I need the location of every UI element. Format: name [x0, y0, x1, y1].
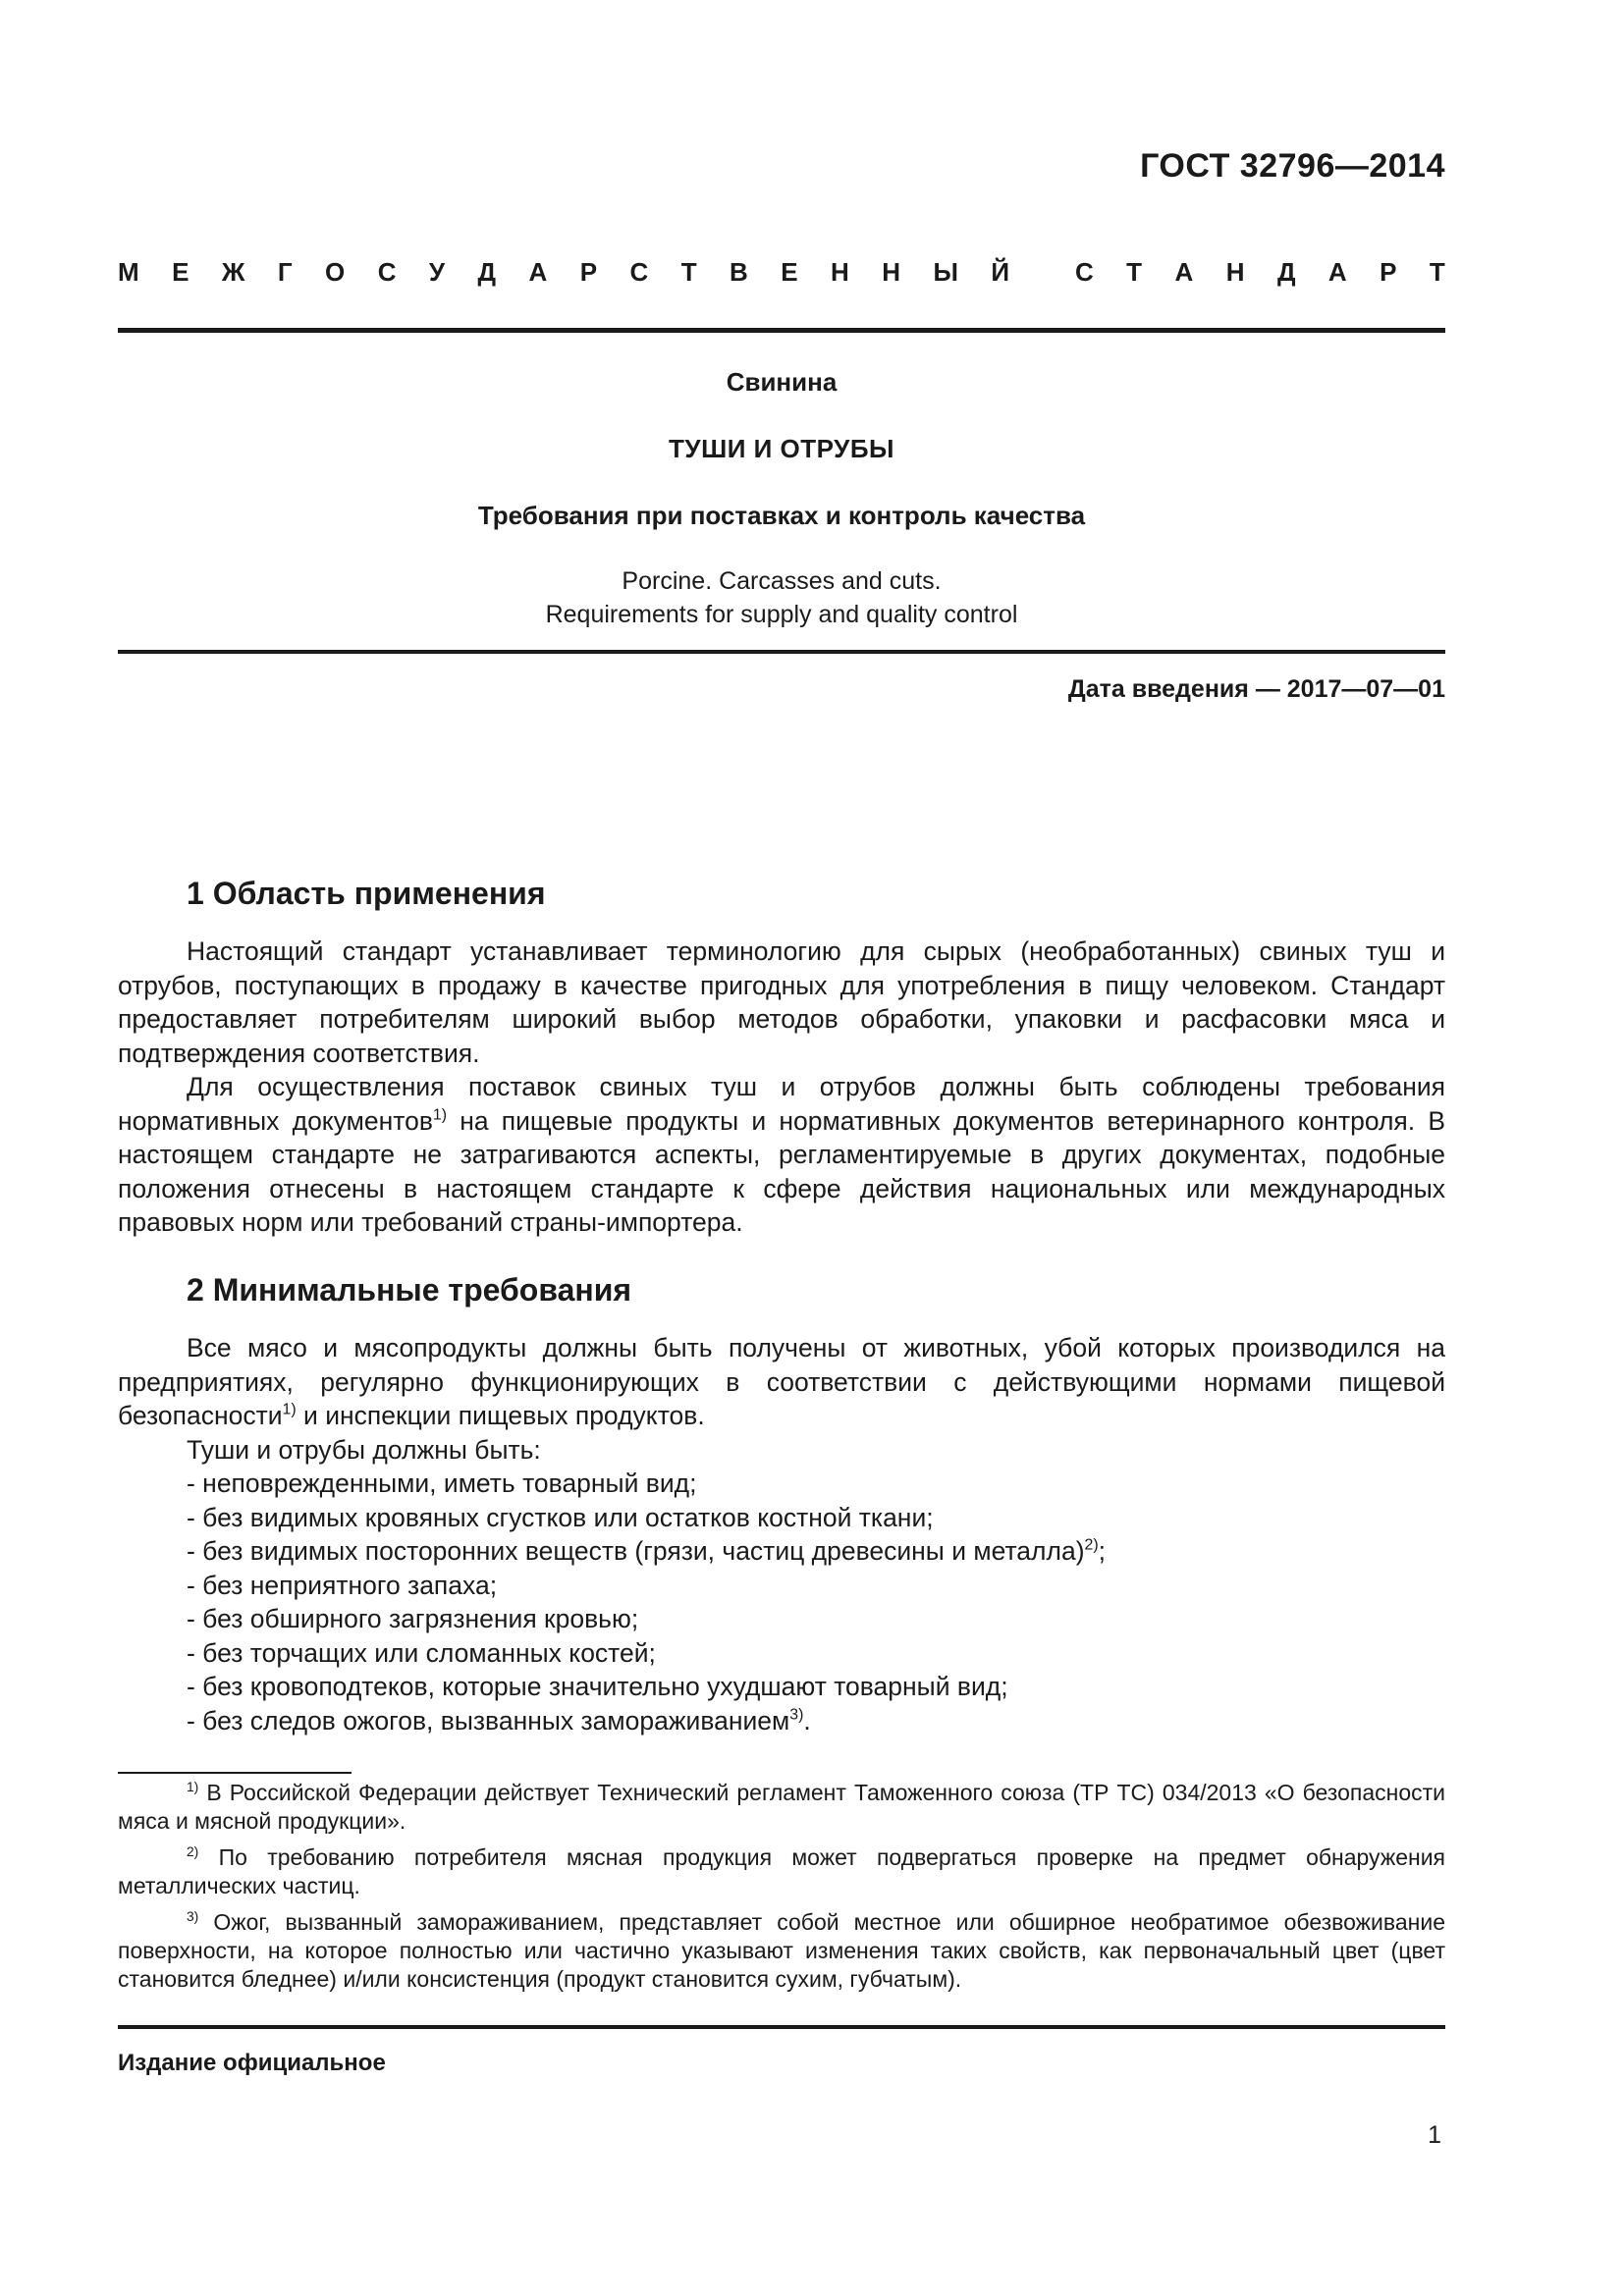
section-2-body [118, 1331, 1445, 1467]
heading-letter: Ж [221, 257, 245, 287]
footnote-ref: 1) [432, 1106, 448, 1124]
english-title [118, 564, 1445, 631]
title-subtitle: Требования при поставках и контроль качества [477, 501, 1086, 530]
heading-letter: О [325, 257, 346, 287]
heading-letter: Д [1276, 257, 1296, 287]
heading-letter: Д [477, 257, 497, 287]
heading-letter: С [629, 257, 649, 287]
official-edition-label: Издание официальное [118, 2050, 386, 2076]
introduction-date: Дата введения — 2017—07—01 [1067, 675, 1445, 703]
heading-letter: Н [882, 257, 901, 287]
heading-letter: С [377, 257, 397, 287]
section-2-heading: 2 Минимальные требования [187, 1272, 632, 1308]
title-main: ТУШИ И ОТРУБЫ [669, 434, 894, 463]
footnote-ref: 1) [282, 1401, 297, 1418]
list-item: - без кровоподтеков, которые значительно ухудшают товарный вид; [187, 1672, 1008, 1701]
heading-letter: Е [781, 257, 798, 287]
list-item: - без видимых посторонних веществ (грязи, частиц древесины и металла)$^{2)}$; [187, 1536, 1107, 1566]
heading-letter: Т [1126, 257, 1143, 287]
footnote-mark: 1) [187, 1780, 199, 1795]
heading-letter: А [1327, 257, 1347, 287]
list-item: - без обширного загрязнения кровью; [187, 1604, 639, 1633]
title-divider [118, 650, 1445, 654]
heading-letter: С [1074, 257, 1094, 287]
list-item: - без торчащих или сломанных костей; [187, 1637, 656, 1668]
requirements-list [187, 1467, 1445, 1737]
footnote: $^{2)}$ По требованию потребителя мясная продукция может подвергаться проверке на предмет обнаружения металлических частиц. [118, 1844, 1445, 1898]
top-divider [118, 328, 1445, 333]
standard-type-heading [118, 257, 1445, 288]
footnote-mark: 3) [187, 1909, 199, 1925]
section-1-paragraph-1: Настоящий стандарт устанавливает терминологию для сырых (необработанных) свиных туш и отрубов, поступающих в продажу в качестве пригодных для употребления в пищу человеком. Стандарт предоставляет потребителям широкий выбор методов обработки, упаковки и расфасовки мяса и подтверждения соответствия. [118, 936, 1445, 1068]
heading-letter: Р [1380, 257, 1397, 287]
document-number: ГОСТ 32796—2014 [1140, 147, 1445, 185]
section-1-heading: 1 Область применения [187, 876, 546, 911]
english-title-line1: Porcine. Carcasses and cuts. [622, 567, 942, 595]
list-item: - неповрежденными, иметь товарный вид; [187, 1468, 697, 1498]
section-2-paragraph-2: Туши и отрубы должны быть: [187, 1434, 541, 1465]
heading-letter: Т [680, 257, 697, 287]
section-1-paragraph-2: Для осуществления поставок свиных туш и отрубов должны быть соблюдены требования нормативных документов$^{1)}$ на пищевые продукты и нормативных документов ветеринарного контроля. В настоящем стандарте не затрагиваются аспекты, регламентируемые в других документах, подобные положения отнесены в настоящем стандарте к сфере действия национальных или международных правовых норм или требований страны-импортера. [118, 1072, 1445, 1237]
footnote-mark: 2) [187, 1844, 199, 1860]
heading-letter: А [1174, 257, 1194, 287]
footnote-separator [118, 1772, 352, 1774]
heading-letter: Й [991, 257, 1010, 287]
heading-letter: Т [1429, 257, 1445, 287]
section-1-body [118, 934, 1445, 1240]
footnote: $^{1)}$ В Российской Федерации действует Технический регламент Таможенного союза (ТР ТС) 034/2013 «О безопасности мяса и мясной продукции». [118, 1780, 1445, 1834]
heading-letter: Н [831, 257, 849, 287]
heading-letter: Р [579, 257, 598, 287]
footnote: $^{3)}$ Ожог, вызванный замораживанием, представляет собой местное или обширное необратимое обезвоживание поверхности, на которое полностью или частично указывают изменения таких свойств, как первоначальный цвет (цвет становится бледнее) и/или консистенция (продукт становится сухим, губчатым). [118, 1909, 1445, 1992]
heading-letter: У [428, 257, 446, 287]
heading-letter: Ы [933, 257, 958, 287]
title-product: Свинина [726, 367, 838, 397]
list-item: - без следов ожогов, вызванных замораживанием$^{3)}$. [187, 1705, 811, 1735]
heading-letter: Г [277, 257, 293, 287]
english-title-line2: Requirements for supply and quality control [545, 601, 1018, 628]
heading-letter: Е [172, 257, 189, 287]
list-item: - без неприятного запаха; [187, 1570, 498, 1600]
page-number: 1 [1428, 2121, 1441, 2149]
footnotes [118, 1779, 1445, 2002]
section-2-paragraph-1: Все мясо и мясопродукты должны быть получены от животных, убой которых производился на предприятиях, регулярно функционирующих в соответствии с действующими нормами пищевой безопасности$^{1)}$ и инспекции пищевых продуктов. [118, 1333, 1445, 1430]
heading-letter: М [118, 257, 139, 287]
footnote-ref: 2) [1084, 1536, 1099, 1554]
heading-letter: В [730, 257, 748, 287]
bottom-divider [118, 2025, 1445, 2029]
heading-letter: А [528, 257, 548, 287]
list-item: - без видимых кровяных сгустков или остатков костной ткани; [187, 1502, 934, 1532]
heading-letter: Н [1225, 257, 1245, 287]
footnote-ref: 3) [789, 1706, 804, 1724]
